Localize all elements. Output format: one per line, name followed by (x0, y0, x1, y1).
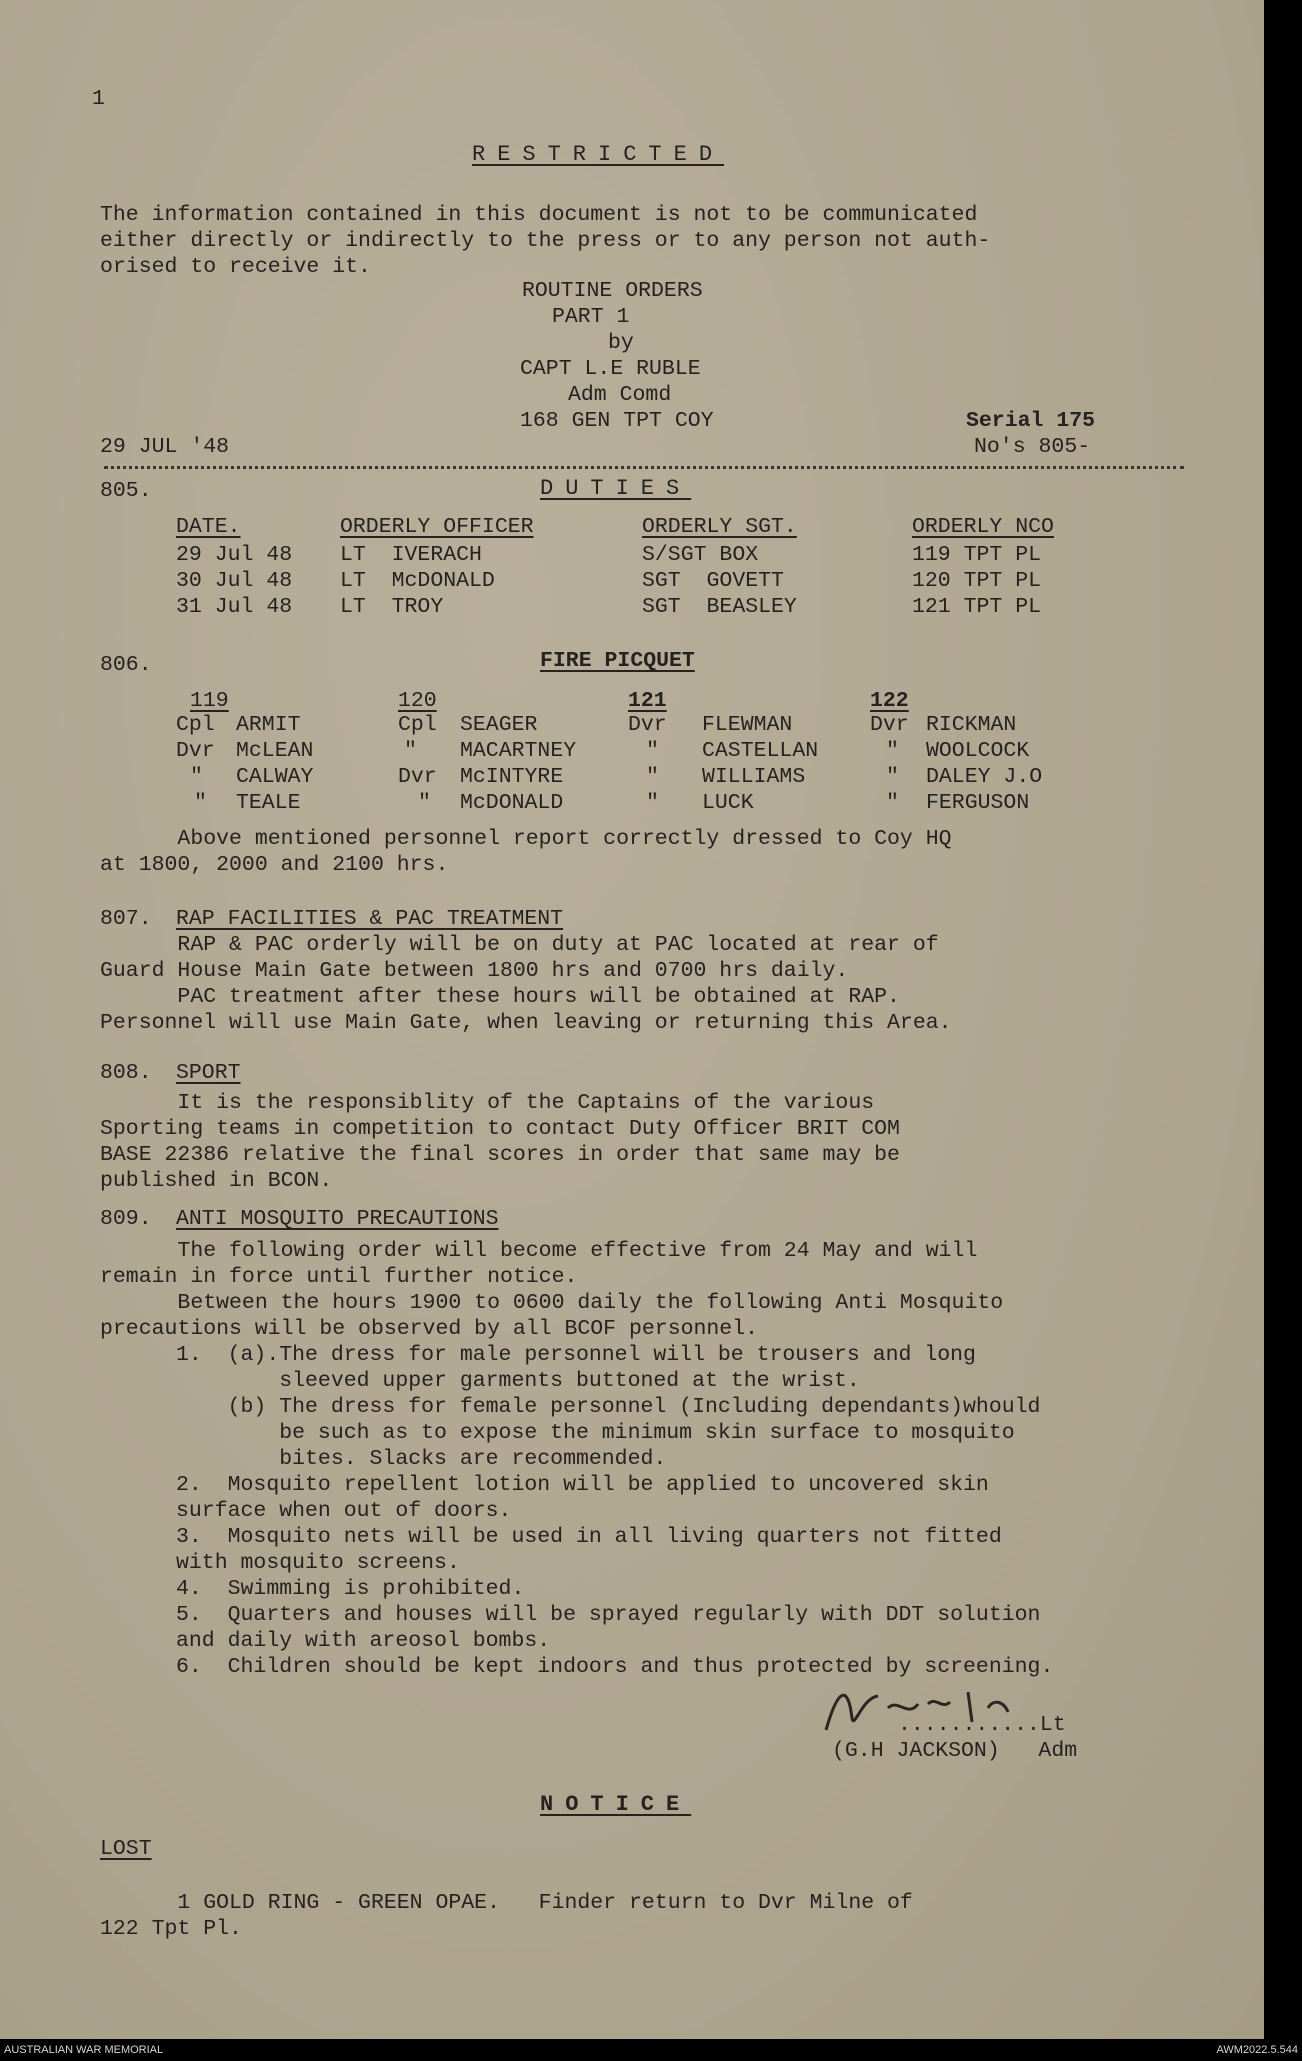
picquet-r2-rank-b: " (404, 739, 417, 763)
duties-row-3-date: 31 Jul 48 (176, 595, 293, 619)
picquet-r1-rank-d: Dvr (870, 713, 909, 737)
mosquito-line-16: and daily with areosol bombs. (176, 1629, 551, 1653)
scan-edge (1264, 0, 1302, 2040)
duties-col-sgt: ORDERLY SGT. (642, 515, 797, 539)
picquet-r3-name-a: CALWAY (236, 765, 314, 789)
picquet-r2-rank-d: " (886, 739, 899, 763)
picquet-r2-name-a: McLEAN (236, 739, 314, 763)
sport-line-4: published in BCON. (100, 1169, 333, 1193)
picquet-r1-rank-b: Cpl (398, 713, 437, 737)
duties-row-2-sgt: SGT GOVETT (642, 569, 784, 593)
section-808-number: 808. (100, 1061, 152, 1085)
sport-line-2: Sporting teams in competition to contact Duty Officer BRIT COM (100, 1117, 900, 1141)
duties-row-3-officer: LT TROY (340, 595, 444, 619)
duties-row-2-nco: 120 TPT PL (912, 569, 1042, 593)
picquet-r3-rank-c: " (646, 765, 659, 789)
rap-line-3: PAC treatment after these hours will be obtained at RAP. (100, 985, 900, 1009)
picquet-group-119: 119 (190, 689, 229, 713)
section-807-number: 807. (100, 907, 152, 931)
duties-col-officer: ORDERLY OFFICER (340, 515, 534, 539)
picquet-group-122: 122 (870, 689, 909, 713)
duties-row-2-officer: LT McDONALD (340, 569, 495, 593)
picquet-r3-name-d: DALEY J.O (926, 765, 1043, 789)
mosquito-line-10: 2. Mosquito repellent lotion will be applied to uncovered skin (176, 1473, 989, 1497)
notice-line-1: The information contained in this document is not to be communicated (100, 203, 978, 227)
restricted-heading: RESTRICTED (472, 142, 725, 167)
rap-line-2: Guard House Main Gate between 1800 hrs and 0700 hrs daily. (100, 959, 849, 983)
picquet-r4-name-b: McDONALD (460, 791, 564, 815)
mosquito-line-17: 6. Children should be kept indoors and thus protected by screening. (176, 1655, 1054, 1679)
orders-comd: Adm Comd (568, 383, 672, 407)
picquet-r4-rank-b: " (418, 791, 431, 815)
duties-row-1-date: 29 Jul 48 (176, 543, 293, 567)
rap-line-4: Personnel will use Main Gate, when leaving or returning this Area. (100, 1011, 952, 1035)
notice-heading: NOTICE (540, 1792, 692, 1817)
picquet-r1-rank-a: Cpl (176, 713, 215, 737)
archive-footer (0, 2040, 1302, 2061)
notice-line-2: 122 Tpt Pl. (100, 1917, 242, 1941)
orders-part: PART 1 (552, 305, 630, 329)
order-numbers: No's 805- (974, 435, 1091, 459)
section-805-number: 805. (100, 479, 152, 503)
picquet-r1-name-b: SEAGER (460, 713, 538, 737)
signature-name-line: (G.H JACKSON) Adm (832, 1739, 1078, 1763)
picquet-r4-name-c: LUCK (702, 791, 754, 815)
lost-label: LOST (100, 1837, 152, 1861)
duties-heading: DUTIES (540, 476, 692, 501)
mosquito-line-8: be such as to expose the minimum skin surface to mosquito (176, 1421, 1015, 1445)
duties-row-3-nco: 121 TPT PL (912, 595, 1042, 619)
picquet-r1-name-a: ARMIT (236, 713, 301, 737)
picquet-r4-rank-a: " (194, 791, 207, 815)
footer-institution: AUSTRALIAN WAR MEMORIAL (4, 2044, 164, 2056)
picquet-heading: FIRE PICQUET (540, 649, 695, 673)
picquet-r1-name-d: RICKMAN (926, 713, 1017, 737)
duties-row-1-officer: LT IVERACH (340, 543, 482, 567)
mosquito-line-5: 1. (a).The dress for male personnel will be trousers and long (176, 1343, 976, 1367)
section-809-number: 809. (100, 1207, 152, 1231)
order-date: 29 JUL '48 (100, 435, 230, 459)
mosquito-line-3: Between the hours 1900 to 0600 daily the following Anti Mosquito (100, 1291, 1004, 1315)
picquet-r3-name-b: McINTYRE (460, 765, 564, 789)
orders-captain: CAPT L.E RUBLE (520, 357, 701, 381)
picquet-r2-name-c: CASTELLAN (702, 739, 819, 763)
notice-line-1: 1 GOLD RING - GREEN OPAE. Finder return to Dvr Milne of (100, 1891, 913, 1915)
picquet-r2-name-d: WOOLCOCK (926, 739, 1030, 763)
section-806-number: 806. (100, 653, 152, 677)
notice-line-3: orised to receive it. (100, 255, 371, 279)
orders-unit: 168 GEN TPT COY (520, 409, 714, 433)
picquet-r4-rank-c: " (646, 791, 659, 815)
mosquito-line-7: (b) The dress for female personnel (Including dependants)whould (176, 1395, 1041, 1419)
duties-row-1-nco: 119 TPT PL (912, 543, 1042, 567)
picquet-group-121: 121 (628, 689, 667, 713)
picquet-r3-rank-d: " (886, 765, 899, 789)
mosquito-line-4: precautions will be observed by all BCOF personnel. (100, 1317, 759, 1341)
picquet-r3-name-c: WILLIAMS (702, 765, 806, 789)
picquet-r2-name-b: MACARTNEY (460, 739, 577, 763)
mosquito-line-13: with mosquito screens. (176, 1551, 460, 1575)
sport-line-3: BASE 22386 relative the final scores in order that same may be (100, 1143, 900, 1167)
duties-col-nco: ORDERLY NCO (912, 515, 1054, 539)
picquet-text-1: Above mentioned personnel report correctly dressed to Coy HQ (100, 827, 952, 851)
picquet-group-120: 120 (398, 689, 437, 713)
mosquito-line-14: 4. Swimming is prohibited. (176, 1577, 525, 1601)
duties-row-3-sgt: SGT BEASLEY (642, 595, 797, 619)
mosquito-line-1: The following order will become effective from 24 May and will (100, 1239, 978, 1263)
duties-row-2-date: 30 Jul 48 (176, 569, 293, 593)
mosquito-line-2: remain in force until further notice. (100, 1265, 578, 1289)
picquet-text-2: at 1800, 2000 and 2100 hrs. (100, 853, 449, 877)
duties-row-1-sgt: S/SGT BOX (642, 543, 759, 567)
serial-number: Serial 175 (966, 409, 1096, 433)
picquet-r3-rank-a: " (190, 765, 203, 789)
mosquito-line-12: 3. Mosquito nets will be used in all living quarters not fitted (176, 1525, 1002, 1549)
picquet-r1-name-c: FLEWMAN (702, 713, 793, 737)
duties-col-date: DATE. (176, 515, 241, 539)
rap-heading: RAP FACILITIES & PAC TREATMENT (176, 907, 564, 931)
page-mark: 1 (92, 87, 105, 111)
orders-by: by (608, 331, 634, 355)
picquet-r2-rank-c: " (646, 739, 659, 763)
picquet-r4-name-d: FERGUSON (926, 791, 1030, 815)
mosquito-line-9: bites. Slacks are recommended. (176, 1447, 667, 1471)
rap-line-1: RAP & PAC orderly will be on duty at PAC located at rear of (100, 933, 939, 957)
mosquito-line-15: 5. Quarters and houses will be sprayed regularly with DDT solution (176, 1603, 1041, 1627)
mosquito-line-6: sleeved upper garments buttoned at the wrist. (176, 1369, 860, 1393)
sport-line-1: It is the responsiblity of the Captains of the various (100, 1091, 875, 1115)
footer-reference: AWM2022.5.544 (1216, 2044, 1298, 2056)
sport-heading: SPORT (176, 1061, 241, 1085)
picquet-r4-rank-d: " (886, 791, 899, 815)
picquet-r4-name-a: TEALE (236, 791, 301, 815)
picquet-r1-rank-c: Dvr (628, 713, 667, 737)
orders-title: ROUTINE ORDERS (522, 279, 703, 303)
signature-rank-line: ...........Lt (898, 1713, 1066, 1737)
dotted-divider (104, 466, 1184, 469)
mosquito-heading: ANTI MOSQUITO PRECAUTIONS (176, 1207, 499, 1231)
picquet-r2-rank-a: Dvr (176, 739, 215, 763)
mosquito-line-11: surface when out of doors. (176, 1499, 512, 1523)
notice-line-2: either directly or indirectly to the press or to any person not auth- (100, 229, 991, 253)
picquet-r3-rank-b: Dvr (398, 765, 437, 789)
